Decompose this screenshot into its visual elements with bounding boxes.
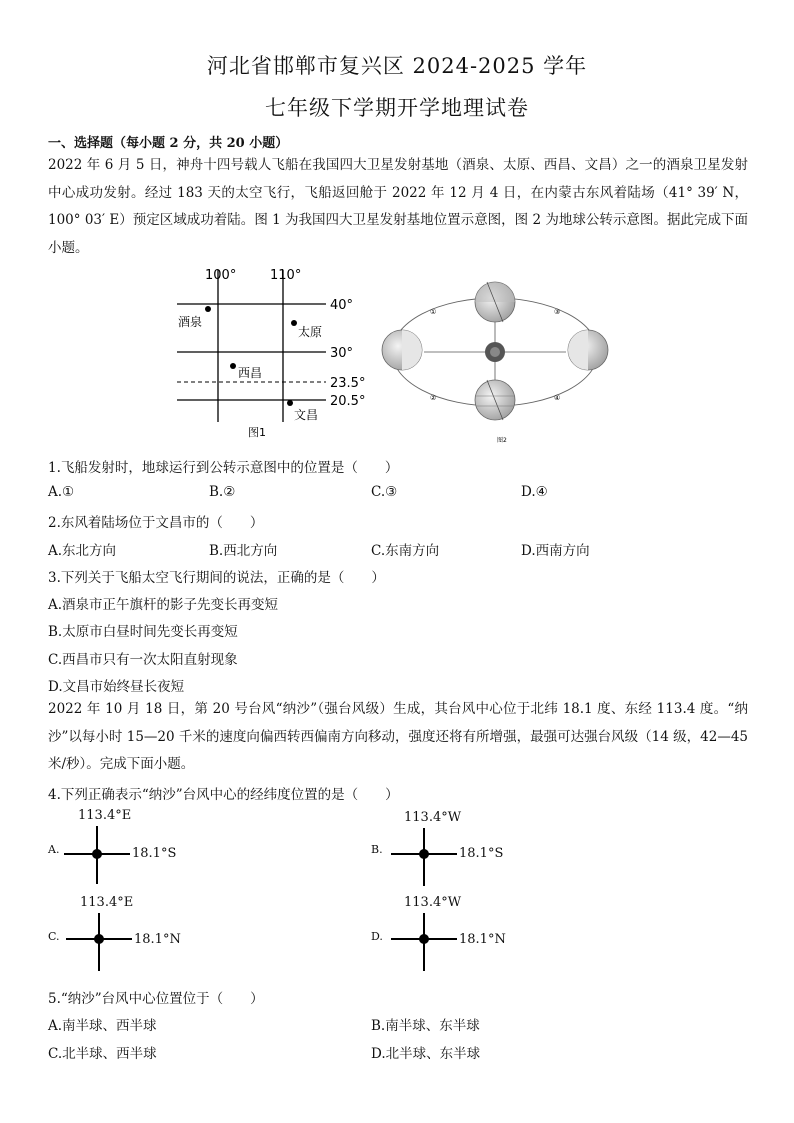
q4-option-d[interactable] xyxy=(371,895,521,975)
q4-d-cross xyxy=(389,913,459,973)
q2-option-a[interactable]: A.东北方向 xyxy=(48,543,117,559)
passage-2: 2022 年 10 月 18 日，第 20 号台风“纳沙”（强台风级）生成，其台风中心位于北纬 18.1 度、东经 113.4 度。“纳沙”以每小时 15—20 千米的速度向偏西转西偏南方向移动，强度还将有所增强，最强可达强台风级（14 级，42—45 米/秒）。完成下面小题。 xyxy=(48,701,748,772)
q4-a-lon: 113.4°E xyxy=(78,808,132,823)
position-mark-2: ② xyxy=(430,394,437,402)
figure-1-map xyxy=(170,262,380,442)
q5-option-a[interactable]: A.南半球、西半球 xyxy=(48,1018,157,1034)
q4-option-c[interactable] xyxy=(48,895,198,975)
q4-option-b-label: B. xyxy=(371,843,383,856)
city-label-xichang: 西昌 xyxy=(238,366,263,380)
earth-top-icon xyxy=(475,282,515,322)
q1-option-a[interactable]: A.① xyxy=(48,484,75,500)
q5-option-d[interactable]: D.北半球、东半球 xyxy=(371,1046,481,1062)
q1-option-b[interactable]: B.② xyxy=(209,484,236,500)
q4-b-lat: 18.1°S xyxy=(459,846,504,861)
q4-option-c-label: C. xyxy=(48,930,60,943)
q4-option-a[interactable] xyxy=(48,808,198,888)
q5-option-c[interactable]: C.北半球、西半球 xyxy=(48,1046,157,1062)
q4-option-a-label: A. xyxy=(48,843,60,856)
q4-c-lat: 18.1°N xyxy=(134,932,181,947)
question-3-stem: 3.下列关于飞船太空飞行期间的说法，正确的是（ ） xyxy=(48,570,385,586)
q2-option-b[interactable]: B.西北方向 xyxy=(209,543,278,559)
exam-title-line1: 河北省邯郸市复兴区 2024-2025 学年 xyxy=(206,54,588,78)
lat-label-20-5: 20.5° xyxy=(330,394,366,409)
earth-right-icon xyxy=(568,330,608,370)
q4-b-cross xyxy=(389,828,459,888)
q4-a-cross xyxy=(62,826,132,886)
earth-bottom-icon xyxy=(475,380,515,420)
q4-c-cross xyxy=(64,913,134,973)
q4-d-lon: 113.4°W xyxy=(404,895,462,910)
q4-c-lon: 113.4°E xyxy=(80,895,134,910)
q4-option-d-label: D. xyxy=(371,930,383,943)
question-1-stem: 1.飞船发射时，地球运行到公转示意图中的位置是（ ） xyxy=(48,460,399,476)
sun-core xyxy=(490,347,500,357)
q4-b-lon: 113.4°W xyxy=(404,810,462,825)
q2-option-c[interactable]: C.东南方向 xyxy=(371,543,440,559)
section-heading: 一、选择题（每小题 2 分，共 20 小题） xyxy=(48,136,289,151)
question-4-stem: 4.下列正确表示“纳沙”台风中心的经纬度位置的是（ ） xyxy=(48,787,399,803)
lat-label-30: 30° xyxy=(330,346,354,361)
q3-option-a[interactable]: A.酒泉市正午旗杆的影子先变长再变短 xyxy=(48,597,279,613)
city-dot-taiyuan xyxy=(291,320,297,326)
position-mark-4: ④ xyxy=(554,394,561,402)
figure-2-caption: 图2 xyxy=(497,437,507,444)
city-label-taiyuan: 太原 xyxy=(298,325,323,339)
q3-option-d[interactable]: D.文昌市始终昼长夜短 xyxy=(48,679,185,695)
q2-option-d[interactable]: D.西南方向 xyxy=(521,543,590,559)
q5-option-b[interactable]: B.南半球、东半球 xyxy=(371,1018,480,1034)
figure-1-caption: 图1 xyxy=(248,426,266,439)
city-dot-jiuquan xyxy=(205,306,211,312)
question-2-stem: 2.东风着陆场位于文昌市的（ ） xyxy=(48,515,264,531)
exam-title-line2: 七年级下学期开学地理试卷 xyxy=(265,96,529,120)
q3-option-c[interactable]: C.西昌市只有一次太阳直射现象 xyxy=(48,652,238,668)
figure-2-revolution xyxy=(374,272,614,444)
earth-left-icon xyxy=(382,330,422,370)
lon-label-110: 110° xyxy=(270,268,302,283)
q4-option-b[interactable] xyxy=(371,810,521,890)
city-dot-xichang xyxy=(230,363,236,369)
city-dot-wenchang xyxy=(287,400,293,406)
q1-option-c[interactable]: C.③ xyxy=(371,484,398,500)
q4-d-lat: 18.1°N xyxy=(459,932,506,947)
lat-label-40: 40° xyxy=(330,298,354,313)
city-label-wenchang: 文昌 xyxy=(294,408,319,422)
q1-option-d[interactable]: D.④ xyxy=(521,484,548,500)
lat-label-23-5: 23.5° xyxy=(330,376,366,391)
q4-a-lat: 18.1°S xyxy=(132,846,177,861)
position-mark-1: ① xyxy=(430,308,437,316)
q3-option-b[interactable]: B.太原市白昼时间先变长再变短 xyxy=(48,624,238,640)
question-5-stem: 5.“纳沙”台风中心位置位于（ ） xyxy=(48,991,264,1007)
city-label-jiuquan: 酒泉 xyxy=(178,315,203,329)
lon-label-100: 100° xyxy=(205,268,237,283)
position-mark-3: ③ xyxy=(554,308,561,316)
passage-1: 2022 年 6 月 5 日，神舟十四号载人飞船在我国四大卫星发射基地（酒泉、太原、西昌、文昌）之一的酒泉卫星发射中心成功发射。经过 183 天的太空飞行，飞船返回舱于 2022 年 12 月 4 日，在内蒙古东风着陆场（41° 39′ N，100° 03′ E）预定区域成功着陆。图 1 为我国四大卫星发射基地位置示意图，图 2 为地球公转示意图。据此完成下面小题。 xyxy=(48,157,748,256)
